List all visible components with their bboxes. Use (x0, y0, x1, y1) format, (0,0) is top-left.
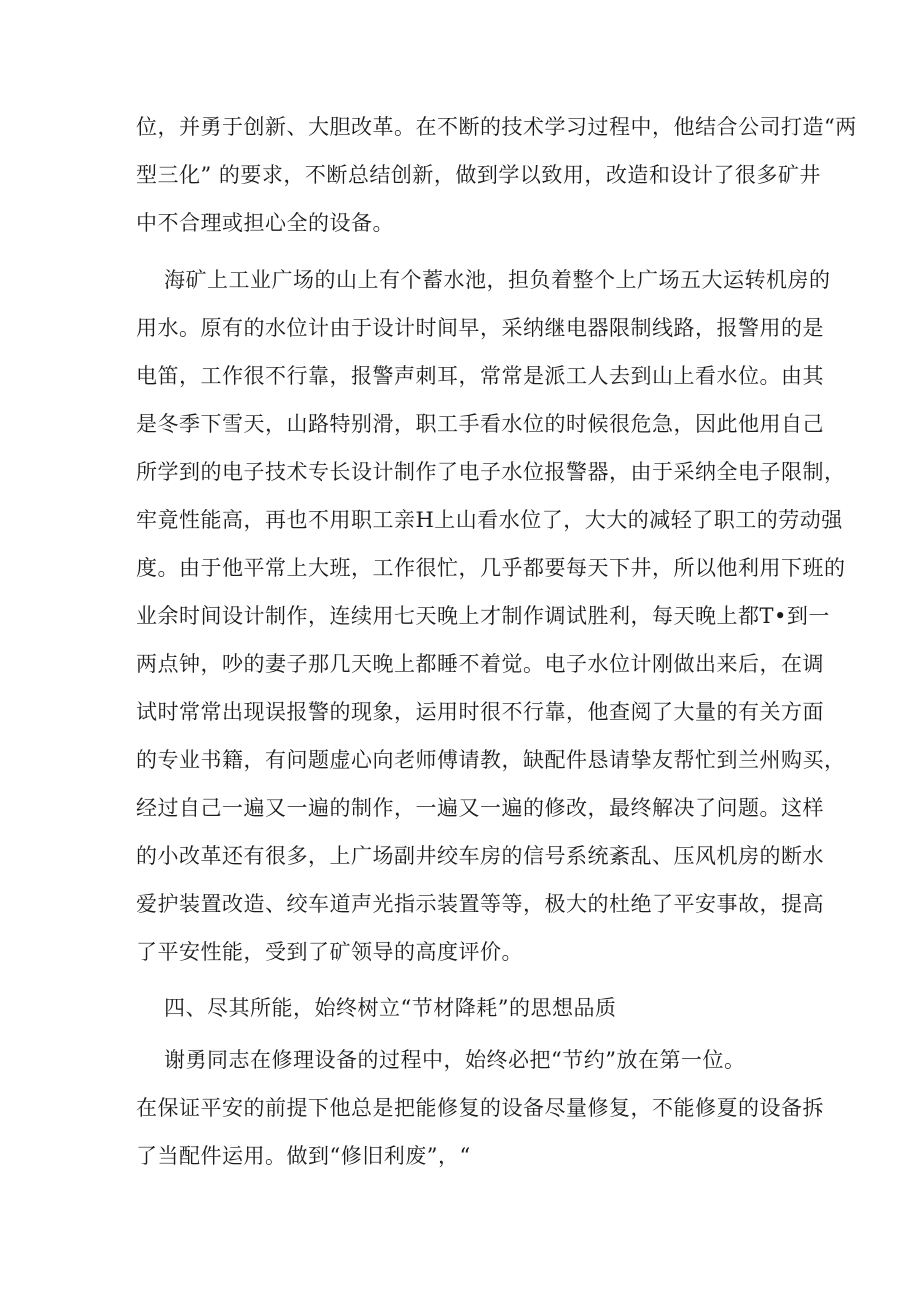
text-line-7: 是冬季下雪天，山路特别滑，职工手看水位的时候很危急，因此他用自己 (136, 412, 824, 436)
text-line-13: 试时常常出现误报警的现象，运用时很不行靠，他查阅了大量的有关方面 (136, 700, 824, 724)
text-line-16: 的小改革还有很多，上广场副井绞车房的信号系统紊乱、压风机房的断水 (136, 844, 824, 868)
text-line-10: 度。由于他平常上大班，工作很忙，几乎都要每天下井，所以他利用下班的 (136, 556, 846, 580)
text-line-5: 用水。原有的水位计由于设计时间早，采纳继电器限制线路，报警用的是 (136, 316, 824, 340)
text-line-12: 两点钟，吵的妻子那几天晚上都睡不着觉。电子水位计刚做出来后，在调 (136, 652, 824, 676)
text-line-14: 的专业书籍，有问题虚心向老师傅请教，缺配件恳请挚友帮忙到兰州购买， (136, 748, 846, 772)
text-line-8: 所学到的电子技术专长设计制作了电子水位报警器，由于采纳全电子限制， (136, 460, 846, 484)
text-line-1: 位，并勇于创新、大胆改革。在不断的技术学习过程中，他结合公司打造“两 (136, 115, 857, 139)
text-line-9: 牢竟性能高，再也不用职工亲H上山看水位了，大大的减轻了职工的劳动强 (136, 508, 843, 532)
text-line-22: 了当配件运用。做到“修旧利废”，“ (136, 1144, 471, 1168)
text-line-2: 型三化” 的要求，不断总结创新，做到学以致用，改造和设计了很多矿井 (136, 163, 821, 187)
text-line-6: 电笛，工作很不行靠，报警声刺耳，常常是派工人去到山上看水位。由其 (136, 364, 824, 388)
text-line-4: 海矿上工业广场的山上有个蓄水池，担负着整个上广场五大运转机房的 (164, 268, 831, 292)
text-line-21: 在保证平安的前提下他总是把能修复的设备尽量修复，不能修夏的设备拆 (136, 1096, 824, 1120)
text-line-18: 了平安性能，受到了矿领导的高度评价。 (136, 940, 523, 964)
text-line-20: 谢勇同志在修理设备的过程中，始终必把“节约”放在第一位。 (164, 1048, 746, 1072)
text-line-15: 经过自己一遍又一遍的制作，一遍又一遍的修改，最终解决了问题。这样 (136, 796, 824, 820)
section-heading: 四、尽其所能，始终树立“节材降耗”的思想品质 (164, 996, 617, 1020)
text-line-17: 爱护装置改造、绞车道声光指示装置等等，极大的杜绝了平安事故，提高 (136, 892, 824, 916)
text-line-3: 中不合理或担心全的设备。 (136, 211, 394, 235)
text-line-11: 业余时间设计制作，连续用七天晚上才制作调试胜利，每天晚上都T•到一 (136, 604, 830, 628)
